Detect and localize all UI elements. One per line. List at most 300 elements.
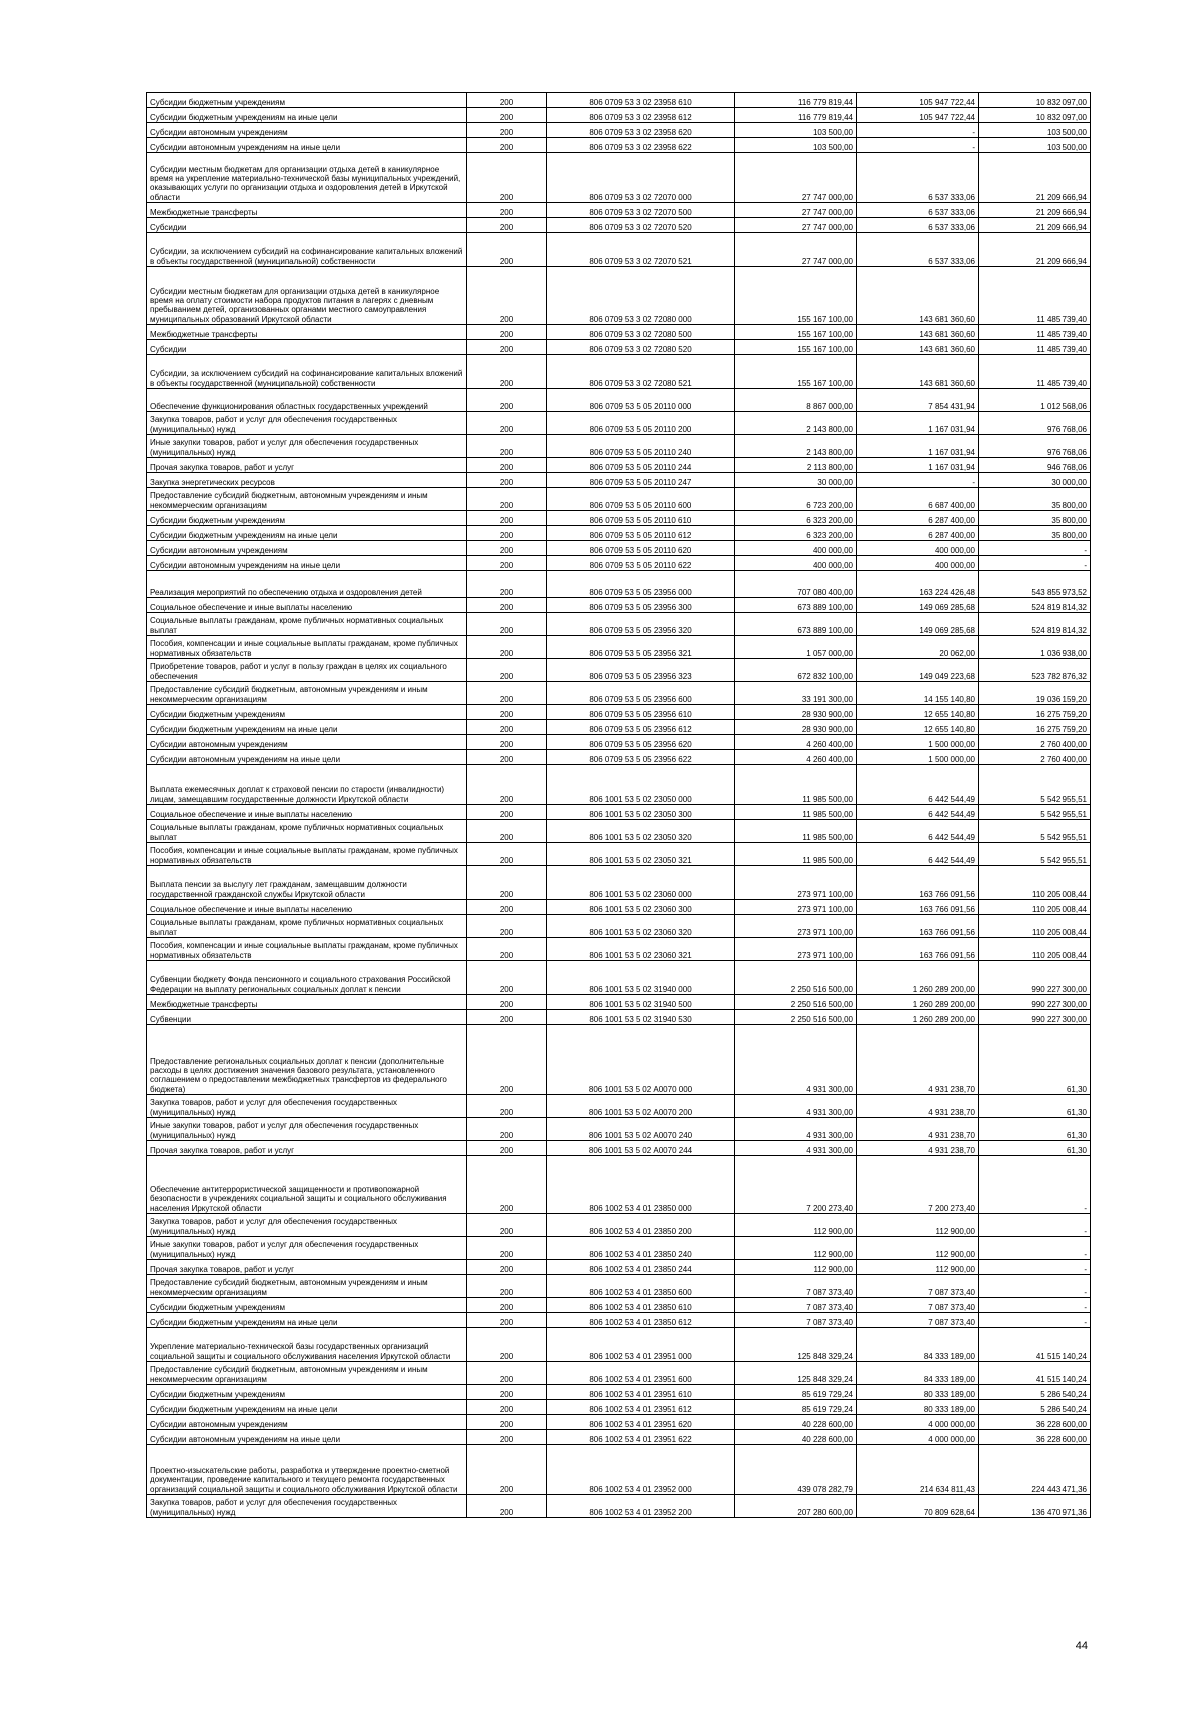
- row-unexecuted-cell: 2 760 400,00: [979, 735, 1091, 750]
- row-executed-cell: 4 931 238,70: [857, 1095, 979, 1118]
- row-name-cell: Обеспечение антитеррористической защищенности и противопожарной безопасности в учреждениях социальной защиты и социального обслуживания населения Иркутской области: [147, 1156, 467, 1214]
- row-executed-cell: 7 087 373,40: [857, 1298, 979, 1313]
- row-name-cell: Субсидии, за исключением субсидий на софинансирование капитальных вложений в объекты государственной (муниципальной) собственности: [147, 355, 467, 389]
- table-row: [147, 389, 1091, 412]
- row-unexecuted-cell: 19 036 159,20: [979, 682, 1091, 705]
- row-name-cell: Субсидии автономным учреждениям на иные цели: [147, 750, 467, 765]
- row-unexecuted-cell: 11 485 739,40: [979, 325, 1091, 340]
- row-unexecuted-cell: 224 443 471,36: [979, 1445, 1091, 1495]
- row-classification-code-cell: 806 0709 53 3 02 72070 000: [547, 153, 735, 203]
- row-name-cell: Иные закупки товаров, работ и услуг для обеспечения государственных (муниципальных) нужд: [147, 435, 467, 458]
- row-executed-cell: 163 766 091,56: [857, 915, 979, 938]
- row-classification-code-cell: 806 1002 53 4 01 23850 240: [547, 1237, 735, 1260]
- row-executed-cell: 163 766 091,56: [857, 866, 979, 900]
- row-executed-cell: 7 087 373,40: [857, 1275, 979, 1298]
- row-approved-cell: 27 747 000,00: [735, 218, 857, 233]
- table-row: [147, 1445, 1091, 1495]
- row-executed-cell: 4 931 238,70: [857, 1141, 979, 1156]
- row-code-cell: 200: [467, 412, 547, 435]
- row-classification-code-cell: 806 0709 53 5 05 20110 200: [547, 412, 735, 435]
- table-row: [147, 915, 1091, 938]
- table-row: [147, 1495, 1091, 1518]
- row-name-cell: Проектно-изыскательские работы, разработка и утверждение проектно-сметной документации, проведение капитального и текущего ремонта государственных организаций социальной защиты и социального обслуживания Иркутской области: [147, 1445, 467, 1495]
- row-executed-cell: 1 500 000,00: [857, 735, 979, 750]
- table-row: [147, 1237, 1091, 1260]
- table-row: [147, 203, 1091, 218]
- row-approved-cell: 40 228 600,00: [735, 1430, 857, 1445]
- row-code-cell: 200: [467, 340, 547, 355]
- row-name-cell: Укрепление материально-технической базы государственных организаций социальной защиты и социального обслуживания населения Иркутской области: [147, 1328, 467, 1362]
- table-row: [147, 659, 1091, 682]
- row-code-cell: 200: [467, 1275, 547, 1298]
- table-row: [147, 1010, 1091, 1025]
- row-executed-cell: 6 287 400,00: [857, 511, 979, 526]
- table-row: [147, 961, 1091, 995]
- row-name-cell: Субвенции бюджету Фонда пенсионного и социального страхования Российской Федерации на выплату региональных социальных доплат к пенсии: [147, 961, 467, 995]
- row-approved-cell: 155 167 100,00: [735, 325, 857, 340]
- row-code-cell: 200: [467, 541, 547, 556]
- row-approved-cell: 155 167 100,00: [735, 340, 857, 355]
- table-row: [147, 267, 1091, 325]
- row-code-cell: 200: [467, 636, 547, 659]
- row-unexecuted-cell: 990 227 300,00: [979, 961, 1091, 995]
- row-classification-code-cell: 806 1001 53 5 02 23050 300: [547, 805, 735, 820]
- row-approved-cell: 103 500,00: [735, 138, 857, 153]
- row-unexecuted-cell: 21 209 666,94: [979, 153, 1091, 203]
- row-classification-code-cell: 806 0709 53 3 02 72070 521: [547, 233, 735, 267]
- row-code-cell: 200: [467, 325, 547, 340]
- row-code-cell: 200: [467, 526, 547, 541]
- row-unexecuted-cell: -: [979, 1298, 1091, 1313]
- row-unexecuted-cell: -: [979, 1260, 1091, 1275]
- table-row: [147, 1400, 1091, 1415]
- table-row: [147, 488, 1091, 511]
- row-classification-code-cell: 806 1002 53 4 01 23850 244: [547, 1260, 735, 1275]
- row-approved-cell: 28 930 900,00: [735, 720, 857, 735]
- table-row: [147, 1260, 1091, 1275]
- page-number: 44: [1075, 1640, 1088, 1652]
- row-approved-cell: 155 167 100,00: [735, 355, 857, 389]
- row-classification-code-cell: 806 0709 53 5 05 20110 622: [547, 556, 735, 571]
- row-approved-cell: 4 931 300,00: [735, 1118, 857, 1141]
- row-name-cell: Субсидии бюджетным учреждениям на иные цели: [147, 1313, 467, 1328]
- row-code-cell: 200: [467, 458, 547, 473]
- row-name-cell: Пособия, компенсации и иные социальные выплаты гражданам, кроме публичных нормативных обязательств: [147, 938, 467, 961]
- table-row: [147, 93, 1091, 108]
- row-executed-cell: 7 087 373,40: [857, 1313, 979, 1328]
- row-name-cell: Субсидии бюджетным учреждениям: [147, 1385, 467, 1400]
- row-unexecuted-cell: 5 542 955,51: [979, 820, 1091, 843]
- row-approved-cell: 6 323 200,00: [735, 511, 857, 526]
- row-unexecuted-cell: 41 515 140,24: [979, 1362, 1091, 1385]
- row-unexecuted-cell: 110 205 008,44: [979, 900, 1091, 915]
- row-name-cell: Социальное обеспечение и иные выплаты населению: [147, 805, 467, 820]
- row-name-cell: Иные закупки товаров, работ и услуг для обеспечения государственных (муниципальных) нужд: [147, 1237, 467, 1260]
- row-executed-cell: 112 900,00: [857, 1237, 979, 1260]
- row-name-cell: Субсидии бюджетным учреждениям на иные цели: [147, 526, 467, 541]
- table-row: [147, 435, 1091, 458]
- table-row: [147, 153, 1091, 203]
- row-code-cell: 200: [467, 511, 547, 526]
- row-executed-cell: -: [857, 473, 979, 488]
- row-code-cell: 200: [467, 571, 547, 598]
- row-executed-cell: 6 537 333,06: [857, 153, 979, 203]
- row-classification-code-cell: 806 0709 53 5 05 20110 000: [547, 389, 735, 412]
- row-approved-cell: 4 260 400,00: [735, 750, 857, 765]
- row-executed-cell: 112 900,00: [857, 1214, 979, 1237]
- row-approved-cell: 273 971 100,00: [735, 915, 857, 938]
- row-executed-cell: 6 687 400,00: [857, 488, 979, 511]
- row-approved-cell: 103 500,00: [735, 123, 857, 138]
- row-code-cell: 200: [467, 218, 547, 233]
- row-classification-code-cell: 806 1002 53 4 01 23850 600: [547, 1275, 735, 1298]
- table-row: [147, 1156, 1091, 1214]
- row-executed-cell: 163 766 091,56: [857, 938, 979, 961]
- row-name-cell: Субсидии: [147, 218, 467, 233]
- row-code-cell: 200: [467, 1415, 547, 1430]
- row-unexecuted-cell: 11 485 739,40: [979, 340, 1091, 355]
- row-unexecuted-cell: 10 832 097,00: [979, 108, 1091, 123]
- row-classification-code-cell: 806 1001 53 5 02 31940 000: [547, 961, 735, 995]
- row-classification-code-cell: 806 0709 53 5 05 23956 321: [547, 636, 735, 659]
- row-code-cell: 200: [467, 1156, 547, 1214]
- row-executed-cell: 400 000,00: [857, 556, 979, 571]
- row-unexecuted-cell: 523 782 876,32: [979, 659, 1091, 682]
- row-classification-code-cell: 806 0709 53 5 05 23956 622: [547, 750, 735, 765]
- row-code-cell: 200: [467, 961, 547, 995]
- row-approved-cell: 4 931 300,00: [735, 1141, 857, 1156]
- row-code-cell: 200: [467, 1328, 547, 1362]
- row-approved-cell: 672 832 100,00: [735, 659, 857, 682]
- row-executed-cell: 143 681 360,60: [857, 340, 979, 355]
- row-classification-code-cell: 806 1001 53 5 02 23050 000: [547, 765, 735, 805]
- row-classification-code-cell: 806 0709 53 5 05 20110 610: [547, 511, 735, 526]
- row-executed-cell: 1 167 031,94: [857, 412, 979, 435]
- table-row: [147, 233, 1091, 267]
- row-classification-code-cell: 806 1001 53 5 02 23060 000: [547, 866, 735, 900]
- row-classification-code-cell: 806 1001 53 5 02 А0070 244: [547, 1141, 735, 1156]
- row-unexecuted-cell: -: [979, 1156, 1091, 1214]
- row-code-cell: 200: [467, 153, 547, 203]
- row-code-cell: 200: [467, 705, 547, 720]
- row-unexecuted-cell: 36 228 600,00: [979, 1430, 1091, 1445]
- table-row: [147, 598, 1091, 613]
- row-executed-cell: 6 442 544,49: [857, 765, 979, 805]
- row-approved-cell: 27 747 000,00: [735, 153, 857, 203]
- row-classification-code-cell: 806 0709 53 5 05 20110 612: [547, 526, 735, 541]
- row-unexecuted-cell: 21 209 666,94: [979, 233, 1091, 267]
- row-classification-code-cell: 806 1001 53 5 02 23060 321: [547, 938, 735, 961]
- row-executed-cell: 105 947 722,44: [857, 93, 979, 108]
- row-name-cell: Прочая закупка товаров, работ и услуг: [147, 458, 467, 473]
- row-approved-cell: 4 931 300,00: [735, 1025, 857, 1095]
- row-code-cell: 200: [467, 389, 547, 412]
- row-unexecuted-cell: 136 470 971,36: [979, 1495, 1091, 1518]
- row-unexecuted-cell: 976 768,06: [979, 435, 1091, 458]
- row-unexecuted-cell: 41 515 140,24: [979, 1328, 1091, 1362]
- row-classification-code-cell: 806 0709 53 5 05 23956 320: [547, 613, 735, 636]
- row-approved-cell: 155 167 100,00: [735, 267, 857, 325]
- table-row: [147, 866, 1091, 900]
- row-name-cell: Обеспечение функционирования областных государственных учреждений: [147, 389, 467, 412]
- row-approved-cell: 273 971 100,00: [735, 938, 857, 961]
- table-row: [147, 1298, 1091, 1313]
- row-executed-cell: 80 333 189,00: [857, 1400, 979, 1415]
- row-unexecuted-cell: -: [979, 556, 1091, 571]
- row-name-cell: Субсидии автономным учреждениям на иные цели: [147, 1430, 467, 1445]
- row-classification-code-cell: 806 0709 53 5 05 23956 300: [547, 598, 735, 613]
- row-classification-code-cell: 806 0709 53 3 02 72070 520: [547, 218, 735, 233]
- row-executed-cell: 6 537 333,06: [857, 218, 979, 233]
- row-executed-cell: 84 333 189,00: [857, 1328, 979, 1362]
- row-approved-cell: 2 250 516 500,00: [735, 995, 857, 1010]
- row-classification-code-cell: 806 1002 53 4 01 23951 612: [547, 1400, 735, 1415]
- row-unexecuted-cell: 1 012 568,06: [979, 389, 1091, 412]
- row-classification-code-cell: 806 1001 53 5 02 А0070 200: [547, 1095, 735, 1118]
- row-unexecuted-cell: 11 485 739,40: [979, 267, 1091, 325]
- row-unexecuted-cell: 5 286 540,24: [979, 1400, 1091, 1415]
- row-classification-code-cell: 806 1001 53 5 02 23060 300: [547, 900, 735, 915]
- row-approved-cell: 6 723 200,00: [735, 488, 857, 511]
- row-executed-cell: 20 062,00: [857, 636, 979, 659]
- table-row: [147, 682, 1091, 705]
- row-classification-code-cell: 806 0709 53 5 05 23956 610: [547, 705, 735, 720]
- row-approved-cell: 2 143 800,00: [735, 412, 857, 435]
- row-unexecuted-cell: 524 819 814,32: [979, 598, 1091, 613]
- row-executed-cell: 1 167 031,94: [857, 458, 979, 473]
- row-name-cell: Предоставление субсидий бюджетным, автономным учреждениям и иным некоммерческим организациям: [147, 488, 467, 511]
- row-classification-code-cell: 806 1001 53 5 02 А0070 000: [547, 1025, 735, 1095]
- row-classification-code-cell: 806 1002 53 4 01 23951 622: [547, 1430, 735, 1445]
- row-unexecuted-cell: -: [979, 1237, 1091, 1260]
- row-unexecuted-cell: 990 227 300,00: [979, 1010, 1091, 1025]
- row-code-cell: 200: [467, 1445, 547, 1495]
- row-name-cell: Субсидии автономным учреждениям на иные цели: [147, 556, 467, 571]
- row-classification-code-cell: 806 0709 53 3 02 23958 612: [547, 108, 735, 123]
- row-executed-cell: 143 681 360,60: [857, 325, 979, 340]
- table-row: [147, 1415, 1091, 1430]
- row-approved-cell: 112 900,00: [735, 1260, 857, 1275]
- table-row: [147, 511, 1091, 526]
- row-executed-cell: 12 655 140,80: [857, 705, 979, 720]
- table-row: [147, 108, 1091, 123]
- row-name-cell: Субсидии автономным учреждениям: [147, 541, 467, 556]
- row-unexecuted-cell: -: [979, 541, 1091, 556]
- row-code-cell: 200: [467, 1260, 547, 1275]
- row-classification-code-cell: 806 0709 53 3 02 23958 620: [547, 123, 735, 138]
- row-approved-cell: 439 078 282,79: [735, 1445, 857, 1495]
- row-name-cell: Субсидии бюджетным учреждениям на иные цели: [147, 108, 467, 123]
- row-code-cell: 200: [467, 355, 547, 389]
- table-row: [147, 473, 1091, 488]
- row-classification-code-cell: 806 1002 53 4 01 23850 200: [547, 1214, 735, 1237]
- row-classification-code-cell: 806 1002 53 4 01 23951 620: [547, 1415, 735, 1430]
- row-unexecuted-cell: 61,30: [979, 1118, 1091, 1141]
- row-approved-cell: 11 985 500,00: [735, 843, 857, 866]
- row-name-cell: Закупка товаров, работ и услуг для обеспечения государственных (муниципальных) нужд: [147, 1214, 467, 1237]
- row-code-cell: 200: [467, 1430, 547, 1445]
- row-code-cell: 200: [467, 267, 547, 325]
- row-code-cell: 200: [467, 1010, 547, 1025]
- row-code-cell: 200: [467, 1025, 547, 1095]
- row-classification-code-cell: 806 0709 53 5 05 20110 620: [547, 541, 735, 556]
- row-executed-cell: 4 931 238,70: [857, 1025, 979, 1095]
- row-name-cell: Закупка товаров, работ и услуг для обеспечения государственных (муниципальных) нужд: [147, 1095, 467, 1118]
- row-unexecuted-cell: 103 500,00: [979, 123, 1091, 138]
- row-unexecuted-cell: 5 542 955,51: [979, 805, 1091, 820]
- budget-execution-table: [146, 92, 1091, 1518]
- row-approved-cell: 8 867 000,00: [735, 389, 857, 412]
- row-name-cell: Предоставление региональных социальных доплат к пенсии (дополнительные расходы в целях достижения значения базового результата, установленного соглашением о предоставлении межбюджетных трансфертов из федерального бюджета): [147, 1025, 467, 1095]
- row-executed-cell: 143 681 360,60: [857, 355, 979, 389]
- row-code-cell: 200: [467, 233, 547, 267]
- row-classification-code-cell: 806 1001 53 5 02 А0070 240: [547, 1118, 735, 1141]
- row-classification-code-cell: 806 0709 53 5 05 23956 000: [547, 571, 735, 598]
- row-executed-cell: 4 931 238,70: [857, 1118, 979, 1141]
- row-code-cell: 200: [467, 1298, 547, 1313]
- table-row: [147, 1214, 1091, 1237]
- table-row: [147, 1118, 1091, 1141]
- row-code-cell: 200: [467, 1214, 547, 1237]
- row-classification-code-cell: 806 1001 53 5 02 23050 321: [547, 843, 735, 866]
- row-unexecuted-cell: 61,30: [979, 1141, 1091, 1156]
- row-executed-cell: 1 500 000,00: [857, 750, 979, 765]
- table-row: [147, 355, 1091, 389]
- row-executed-cell: 12 655 140,80: [857, 720, 979, 735]
- row-classification-code-cell: 806 0709 53 3 02 72080 000: [547, 267, 735, 325]
- table-row: [147, 541, 1091, 556]
- row-code-cell: 200: [467, 720, 547, 735]
- row-classification-code-cell: 806 1002 53 4 01 23850 612: [547, 1313, 735, 1328]
- row-name-cell: Межбюджетные трансферты: [147, 203, 467, 218]
- row-executed-cell: -: [857, 123, 979, 138]
- row-name-cell: Реализация мероприятий по обеспечению отдыха и оздоровления детей: [147, 571, 467, 598]
- row-unexecuted-cell: 110 205 008,44: [979, 938, 1091, 961]
- row-name-cell: Субвенции: [147, 1010, 467, 1025]
- table-row: [147, 1385, 1091, 1400]
- row-name-cell: Субсидии местным бюджетам для организации отдыха детей в каникулярное время на оплату стоимости набора продуктов питания в лагерях с дневным пребыванием детей, организованных органами местного самоуправления муниципальных образований Иркутской области: [147, 267, 467, 325]
- row-name-cell: Субсидии бюджетным учреждениям: [147, 705, 467, 720]
- row-unexecuted-cell: -: [979, 1313, 1091, 1328]
- table-row: [147, 458, 1091, 473]
- row-code-cell: 200: [467, 556, 547, 571]
- row-executed-cell: 70 809 628,64: [857, 1495, 979, 1518]
- row-unexecuted-cell: 543 855 973,52: [979, 571, 1091, 598]
- row-code-cell: 200: [467, 1141, 547, 1156]
- row-unexecuted-cell: 21 209 666,94: [979, 218, 1091, 233]
- row-name-cell: Прочая закупка товаров, работ и услуг: [147, 1260, 467, 1275]
- row-name-cell: Субсидии: [147, 340, 467, 355]
- row-approved-cell: 4 931 300,00: [735, 1095, 857, 1118]
- row-unexecuted-cell: 946 768,06: [979, 458, 1091, 473]
- row-approved-cell: 27 747 000,00: [735, 203, 857, 218]
- row-code-cell: 200: [467, 995, 547, 1010]
- row-unexecuted-cell: 5 542 955,51: [979, 765, 1091, 805]
- table-row: [147, 900, 1091, 915]
- table-row: [147, 1362, 1091, 1385]
- row-classification-code-cell: 806 0709 53 3 02 72080 500: [547, 325, 735, 340]
- table-body: [147, 93, 1091, 1518]
- row-executed-cell: 6 442 544,49: [857, 843, 979, 866]
- row-name-cell: Пособия, компенсации и иные социальные выплаты гражданам, кроме публичных нормативных обязательств: [147, 636, 467, 659]
- row-approved-cell: 1 057 000,00: [735, 636, 857, 659]
- row-approved-cell: 7 087 373,40: [735, 1275, 857, 1298]
- table-row: [147, 613, 1091, 636]
- row-executed-cell: 4 000 000,00: [857, 1430, 979, 1445]
- row-name-cell: Приобретение товаров, работ и услуг в пользу граждан в целях их социального обеспечения: [147, 659, 467, 682]
- row-name-cell: Закупка товаров, работ и услуг для обеспечения государственных (муниципальных) нужд: [147, 412, 467, 435]
- row-executed-cell: 143 681 360,60: [857, 267, 979, 325]
- row-executed-cell: 6 537 333,06: [857, 203, 979, 218]
- row-classification-code-cell: 806 0709 53 5 05 20110 240: [547, 435, 735, 458]
- row-unexecuted-cell: 10 832 097,00: [979, 93, 1091, 108]
- row-code-cell: 200: [467, 435, 547, 458]
- row-approved-cell: 707 080 400,00: [735, 571, 857, 598]
- row-classification-code-cell: 806 0709 53 5 05 20110 244: [547, 458, 735, 473]
- row-unexecuted-cell: 110 205 008,44: [979, 866, 1091, 900]
- row-approved-cell: 125 848 329,24: [735, 1362, 857, 1385]
- row-executed-cell: 1 167 031,94: [857, 435, 979, 458]
- row-name-cell: Субсидии бюджетным учреждениям: [147, 1298, 467, 1313]
- table-row: [147, 412, 1091, 435]
- row-name-cell: Субсидии местным бюджетам для организации отдыха детей в каникулярное время на укрепление материально-технической базы муниципальных учреждений, оказывающих услуги по организации отдыха и оздоровления детей в Иркутской области: [147, 153, 467, 203]
- row-code-cell: 200: [467, 138, 547, 153]
- row-classification-code-cell: 806 0709 53 3 02 23958 610: [547, 93, 735, 108]
- row-classification-code-cell: 806 1002 53 4 01 23850 610: [547, 1298, 735, 1313]
- row-code-cell: 200: [467, 1400, 547, 1415]
- row-name-cell: Выплата пенсии за выслугу лет гражданам, замещавшим должности государственной гражданской службы Иркутской области: [147, 866, 467, 900]
- row-unexecuted-cell: 35 800,00: [979, 526, 1091, 541]
- row-unexecuted-cell: 5 286 540,24: [979, 1385, 1091, 1400]
- row-unexecuted-cell: 35 800,00: [979, 488, 1091, 511]
- row-approved-cell: 11 985 500,00: [735, 820, 857, 843]
- row-classification-code-cell: 806 1001 53 5 02 31940 530: [547, 1010, 735, 1025]
- table-row: [147, 571, 1091, 598]
- row-classification-code-cell: 806 0709 53 5 05 20110 600: [547, 488, 735, 511]
- row-executed-cell: 105 947 722,44: [857, 108, 979, 123]
- row-approved-cell: 85 619 729,24: [735, 1400, 857, 1415]
- row-name-cell: Социальное обеспечение и иные выплаты населению: [147, 598, 467, 613]
- table-row: [147, 843, 1091, 866]
- row-name-cell: Социальные выплаты гражданам, кроме публичных нормативных социальных выплат: [147, 820, 467, 843]
- row-executed-cell: 112 900,00: [857, 1260, 979, 1275]
- table-row: [147, 138, 1091, 153]
- row-unexecuted-cell: 16 275 759,20: [979, 705, 1091, 720]
- row-executed-cell: 4 000 000,00: [857, 1415, 979, 1430]
- row-classification-code-cell: 806 0709 53 5 05 23956 323: [547, 659, 735, 682]
- row-code-cell: 200: [467, 1495, 547, 1518]
- row-approved-cell: 7 200 273,40: [735, 1156, 857, 1214]
- row-name-cell: Предоставление субсидий бюджетным, автономным учреждениям и иным некоммерческим организациям: [147, 1362, 467, 1385]
- row-executed-cell: 1 260 289 200,00: [857, 1010, 979, 1025]
- table-row: [147, 325, 1091, 340]
- row-code-cell: 200: [467, 488, 547, 511]
- row-approved-cell: 116 779 819,44: [735, 93, 857, 108]
- row-name-cell: Субсидии автономным учреждениям: [147, 123, 467, 138]
- table-row: [147, 556, 1091, 571]
- row-code-cell: 200: [467, 659, 547, 682]
- row-approved-cell: 273 971 100,00: [735, 866, 857, 900]
- row-approved-cell: 2 250 516 500,00: [735, 1010, 857, 1025]
- row-executed-cell: 163 224 426,48: [857, 571, 979, 598]
- row-unexecuted-cell: 110 205 008,44: [979, 915, 1091, 938]
- row-unexecuted-cell: 976 768,06: [979, 412, 1091, 435]
- row-classification-code-cell: 806 1002 53 4 01 23952 200: [547, 1495, 735, 1518]
- table-row: [147, 340, 1091, 355]
- row-name-cell: Межбюджетные трансферты: [147, 325, 467, 340]
- row-code-cell: 200: [467, 93, 547, 108]
- row-name-cell: Пособия, компенсации и иные социальные выплаты гражданам, кроме публичных нормативных обязательств: [147, 843, 467, 866]
